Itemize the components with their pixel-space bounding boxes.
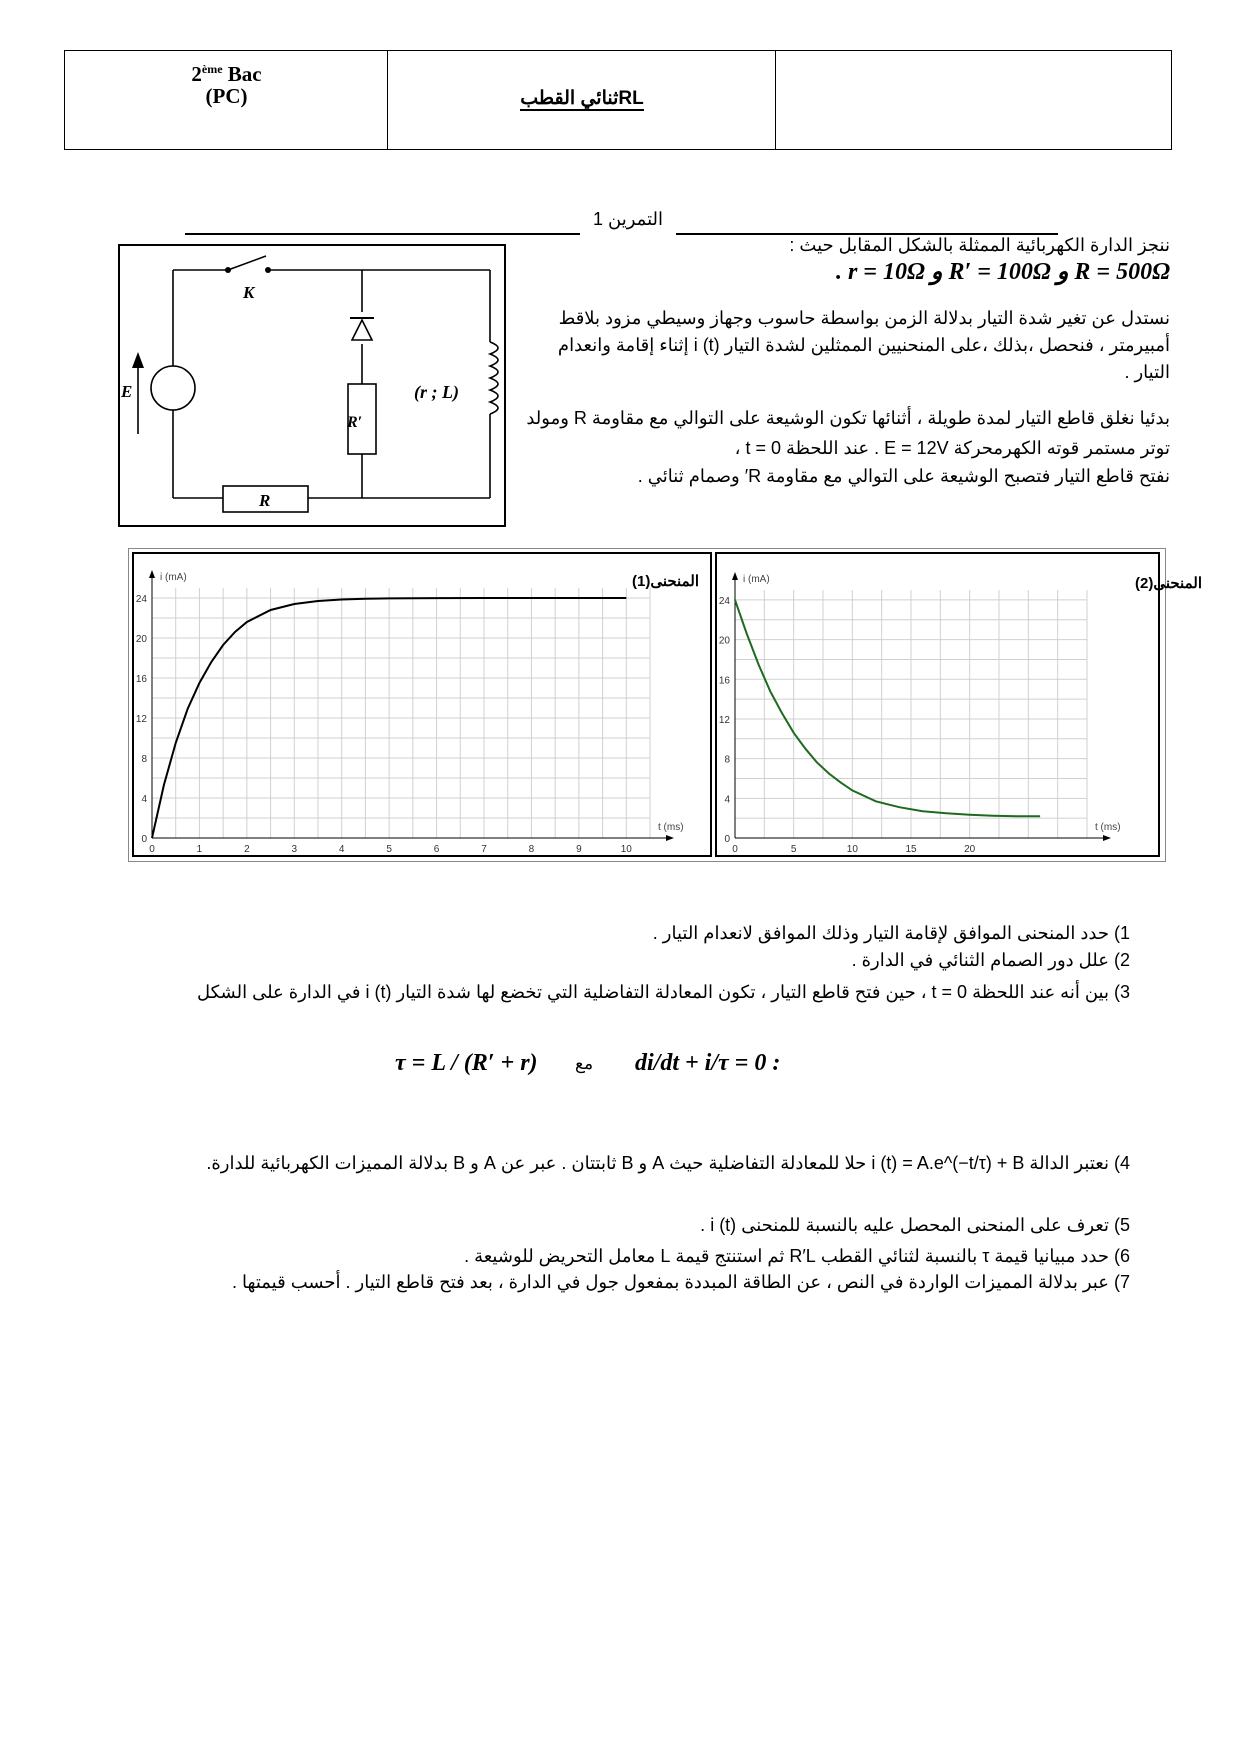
chart-title: المنحنى(2) [1135,575,1202,592]
chart-title: المنحنى(1) [632,573,699,590]
chart-curve-1 [132,552,712,857]
y-tick-label: 4 [724,794,730,806]
generator-icon [151,366,195,410]
equation-lhs: di/dt + i/τ = 0 : [635,1050,781,1076]
x-axis-label: t (ms) [1095,822,1121,833]
exercise-title: التمرين 1 [593,209,663,229]
paragraph-3: نفتح قاطع التيار فتصبح الوشيعة على التوالي مع مقاومة R′ وصمام ثنائي . [637,466,1170,486]
y-tick-label: 20 [718,635,730,647]
y-tick-label: 0 [141,834,147,845]
question-1: 1) حدد المنحنى الموافق لإقامة التيار وذلك الموافق لانعدام التيار . [652,923,1130,943]
x-tick-label: 2 [244,844,250,855]
y-tick-label: 16 [718,675,730,687]
question-5: 5) تعرف على المنحنى المحصل عليه بالنسبة للمنحنى i (t) . [700,1215,1130,1235]
arrow-up-icon [132,352,144,368]
equation [395,1050,815,1125]
question-3: 3) بين أنه عند اللحظة t = 0 ، حين فتح قاطع التيار ، تكون المعادلة التفاضلية التي تخضع لها شدة التيار i (t) في الدارة على الشكل [196,982,1130,1002]
header-level-cell [65,51,388,149]
x-tick-label: 4 [338,844,345,855]
question-2: 2) علل دور الصمام الثنائي في الدارة . [851,950,1130,970]
x-tick-label: 6 [433,844,440,855]
label-R: R [259,491,271,510]
page-title: ثنائي القطبRL [520,88,644,109]
switch-contact-icon [225,267,231,273]
equation-word: مع [575,1054,594,1073]
x-tick-label: 10 [620,844,632,855]
y-tick-label: 24 [718,595,730,607]
x-tick-label: 7 [481,844,487,855]
y-tick-label: 16 [135,674,147,685]
label-Rprime: R′ [347,414,363,431]
x-axis-label: t (ms) [658,822,684,833]
question-7: 7) عبر بدلالة المميزات الواردة في النص ، عن الطاقة المبددة بمفعول جول في الدارة ، بعد فتح قاطع التيار . أحسب قيمتها . [232,1272,1130,1292]
label-E: E [121,382,133,401]
x-tick-label: 3 [291,844,298,855]
y-tick-label: 8 [141,754,147,765]
equation-rhs: τ = L / (R′ + r) [395,1050,538,1076]
x-tick-label: 9 [576,844,582,855]
header-empty-cell [776,51,1171,149]
x-tick-label: 0 [732,844,738,855]
x-tick-label: 5 [790,844,797,855]
level-label: 2ème Bac [191,62,262,86]
x-tick-label: 8 [528,844,535,855]
question-4: 4) نعتبر الدالة i (t) = A.e^(−t/τ) + B حلا للمعادلة التفاضلية حيث A و B ثابتتان . عبر عن A و B بدلالة المميزات الكهربائية للدارة. [206,1153,1130,1173]
header-table [64,50,1172,150]
x-tick-label: 5 [386,844,392,855]
y-tick-label: 20 [135,634,147,645]
x-tick-label: 0 [149,844,155,855]
x-tick-label: 10 [846,844,858,855]
chart-border [716,553,1159,856]
y-tick-label: 12 [135,714,147,725]
intro-text: ننجز الدارة الكهربائية الممثلة بالشكل المقابل حيث : [789,235,1170,255]
label-K: K [243,283,255,302]
circuit-diagram [118,244,508,528]
coil-icon [490,342,498,414]
question-6: 6) حدد مبيانيا قيمة τ بالنسبة لثنائي القطب R′L ثم استنتج قيمة L معامل التحريض للوشيعة . [464,1246,1130,1266]
values-line: R = 500Ω و R′ = 100Ω و r = 10Ω . [835,259,1170,285]
chart-curve-2 [715,552,1202,857]
x-tick-label: 20 [964,844,976,855]
y-axis-label: i (mA) [743,574,770,585]
y-axis-label: i (mA) [160,572,187,583]
stream-label: (PC) [205,84,248,108]
paragraph-1: نستدل عن تغير شدة التيار بدلالة الزمن بواسطة حاسوب وجهاز وسيطي مزود بلاقط أمبيرمتر ، فنحصل ،بذلك ،على المنحنيين الممثلين لشدة التيار i (t) إثناء إقامة وانعدام التيار . [557,308,1170,382]
y-tick-label: 8 [724,754,730,766]
label-coil: (r ; L) [414,382,459,402]
x-tick-label: 1 [196,844,203,855]
y-tick-label: 12 [718,714,730,726]
header-title-cell [388,51,776,149]
y-tick-label: 24 [135,594,147,605]
x-tick-label: 15 [905,844,917,855]
y-tick-label: 0 [724,834,730,845]
title-rule-left [185,233,580,235]
y-tick-label: 4 [141,794,147,805]
diode-icon [352,320,372,340]
paragraph-2: بدئيا نغلق قاطع التيار لمدة طويلة ، أثنائها تكون الوشيعة على التوالي مع مقاومة R ومولد توتر مستمر قوته الكهرمحركة E = 12V . عند اللحظة t = 0 ، [526,408,1170,458]
